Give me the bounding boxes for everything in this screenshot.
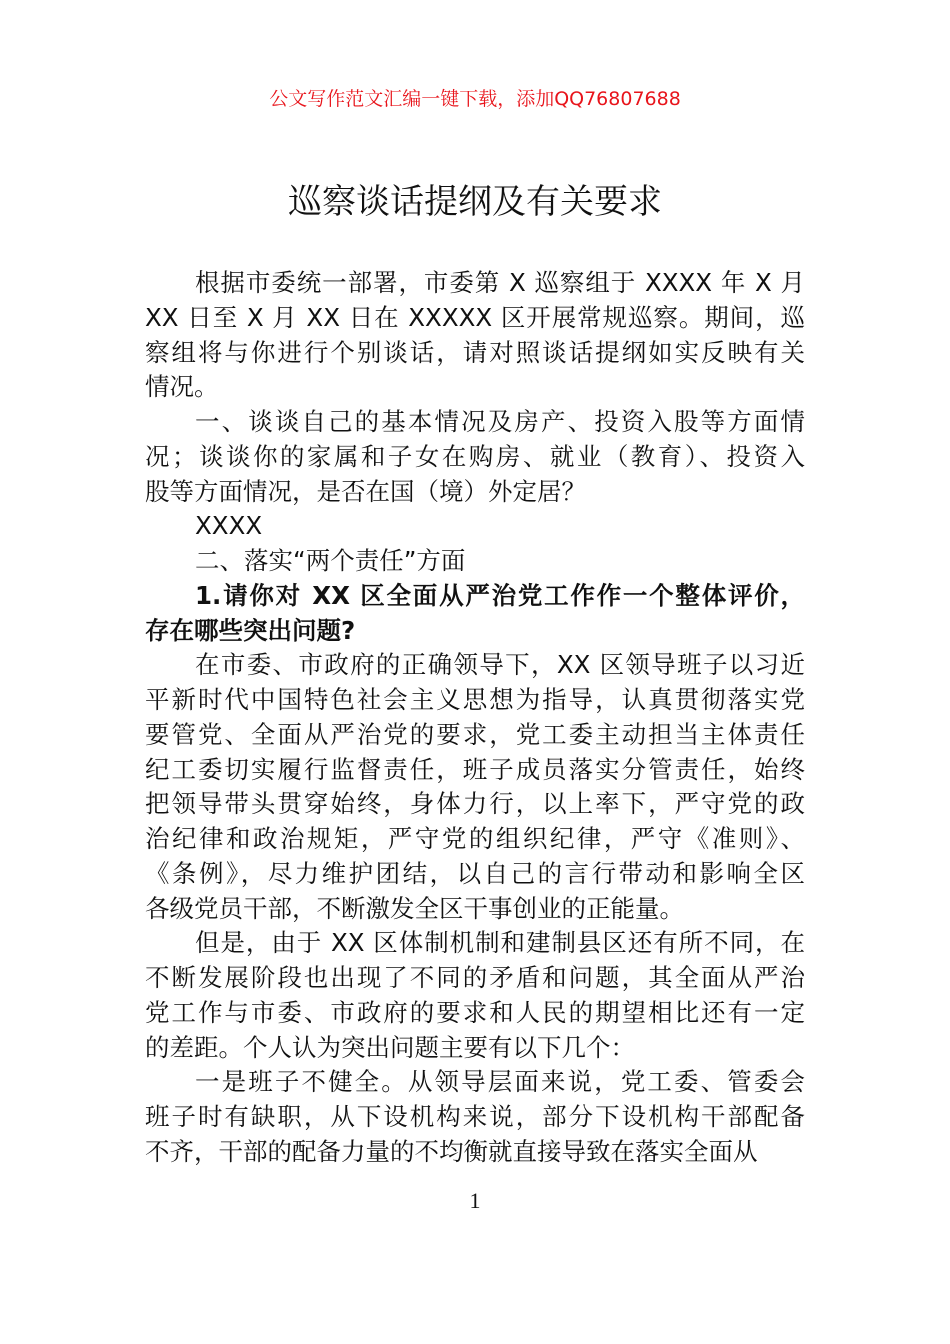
paragraph bbox=[145, 1065, 805, 1169]
text-line: 各级党员干部，不断激发全区干事创业的正能量。 bbox=[145, 893, 684, 923]
text-line: 但是，由于 XX 区体制机制和建制县区还有所不同，在 bbox=[195, 928, 805, 958]
text-line: 存在哪些突出问题? bbox=[145, 615, 356, 645]
paragraph bbox=[145, 926, 805, 1065]
text-line: 不断发展阶段也出现了不同的矛盾和问题，其全面从严治 bbox=[145, 963, 805, 992]
text-line: 《条例》，尽力维护团结，以自己的言行带动和影响全区 bbox=[145, 858, 805, 888]
text-line: 党工作与市委、市政府的要求和人民的期望相比还有一定 bbox=[145, 997, 805, 1027]
text-line: 察组将与你进行个别谈话，请对照谈话提纲如实反映有关 bbox=[145, 337, 805, 367]
promo-header: 公文写作范文汇编一键下载，添加QQ76807688 bbox=[269, 88, 681, 110]
paragraph bbox=[145, 544, 805, 579]
text-line: XX 日至 X 月 XX 日在 XXXXX 区开展常规巡察。期间，巡 bbox=[145, 302, 805, 332]
text-line: 在市委、市政府的正确领导下，XX 区领导班子以习近 bbox=[195, 650, 805, 680]
text-line: 情况。 bbox=[145, 372, 219, 402]
text-line: 治纪律和政治规矩，严守党的组织纪律，严守《准则》、 bbox=[145, 824, 805, 853]
text-line: 的差距。个人认为突出问题主要有以下几个： bbox=[145, 1032, 635, 1062]
text-line: XXXX bbox=[195, 511, 263, 541]
text-line: 要管党、全面从严治党的要求，党工委主动担当主体责任 bbox=[145, 719, 805, 749]
document-body bbox=[145, 266, 805, 1170]
paragraph bbox=[145, 579, 805, 649]
text-line: 1.请你对 XX 区全面从严治党工作作一个整体评价， bbox=[195, 580, 805, 610]
text-line: 一、谈谈自己的基本情况及房产、投资入股等方面情 bbox=[195, 407, 805, 436]
paragraph bbox=[145, 405, 805, 509]
text-line: 况；谈谈你的家属和子女在购房、就业（教育）、投资入 bbox=[145, 441, 805, 471]
paragraph bbox=[145, 266, 805, 405]
text-line: 纪工委切实履行监督责任，班子成员落实分管责任，始终 bbox=[145, 754, 805, 784]
text-line: 股等方面情况，是否在国（境）外定居？ bbox=[145, 476, 586, 506]
paragraph bbox=[145, 648, 805, 926]
text-line: 不齐，干部的配备力量的不均衡就直接导致在落实全面从 bbox=[145, 1136, 758, 1166]
text-line: 班子时有缺职，从下设机构来说，部分下设机构干部配备 bbox=[145, 1102, 805, 1131]
paragraph bbox=[145, 509, 805, 544]
page-number: 1 bbox=[469, 1188, 481, 1213]
text-line: 根据市委统一部署，市委第 X 巡察组于 XXXX 年 X 月 bbox=[195, 268, 805, 297]
text-line: 二、落实“两个责任”方面 bbox=[195, 546, 466, 575]
text-line: 把领导带头贯穿始终，身体力行，以上率下，严守党的政 bbox=[145, 789, 805, 819]
text-line: 平新时代中国特色社会主义思想为指导，认真贯彻落实党 bbox=[145, 685, 805, 714]
document-title: 巡察谈话提纲及有关要求 bbox=[288, 182, 662, 222]
text-line: 一是班子不健全。从领导层面来说，党工委、管委会 bbox=[195, 1067, 805, 1097]
